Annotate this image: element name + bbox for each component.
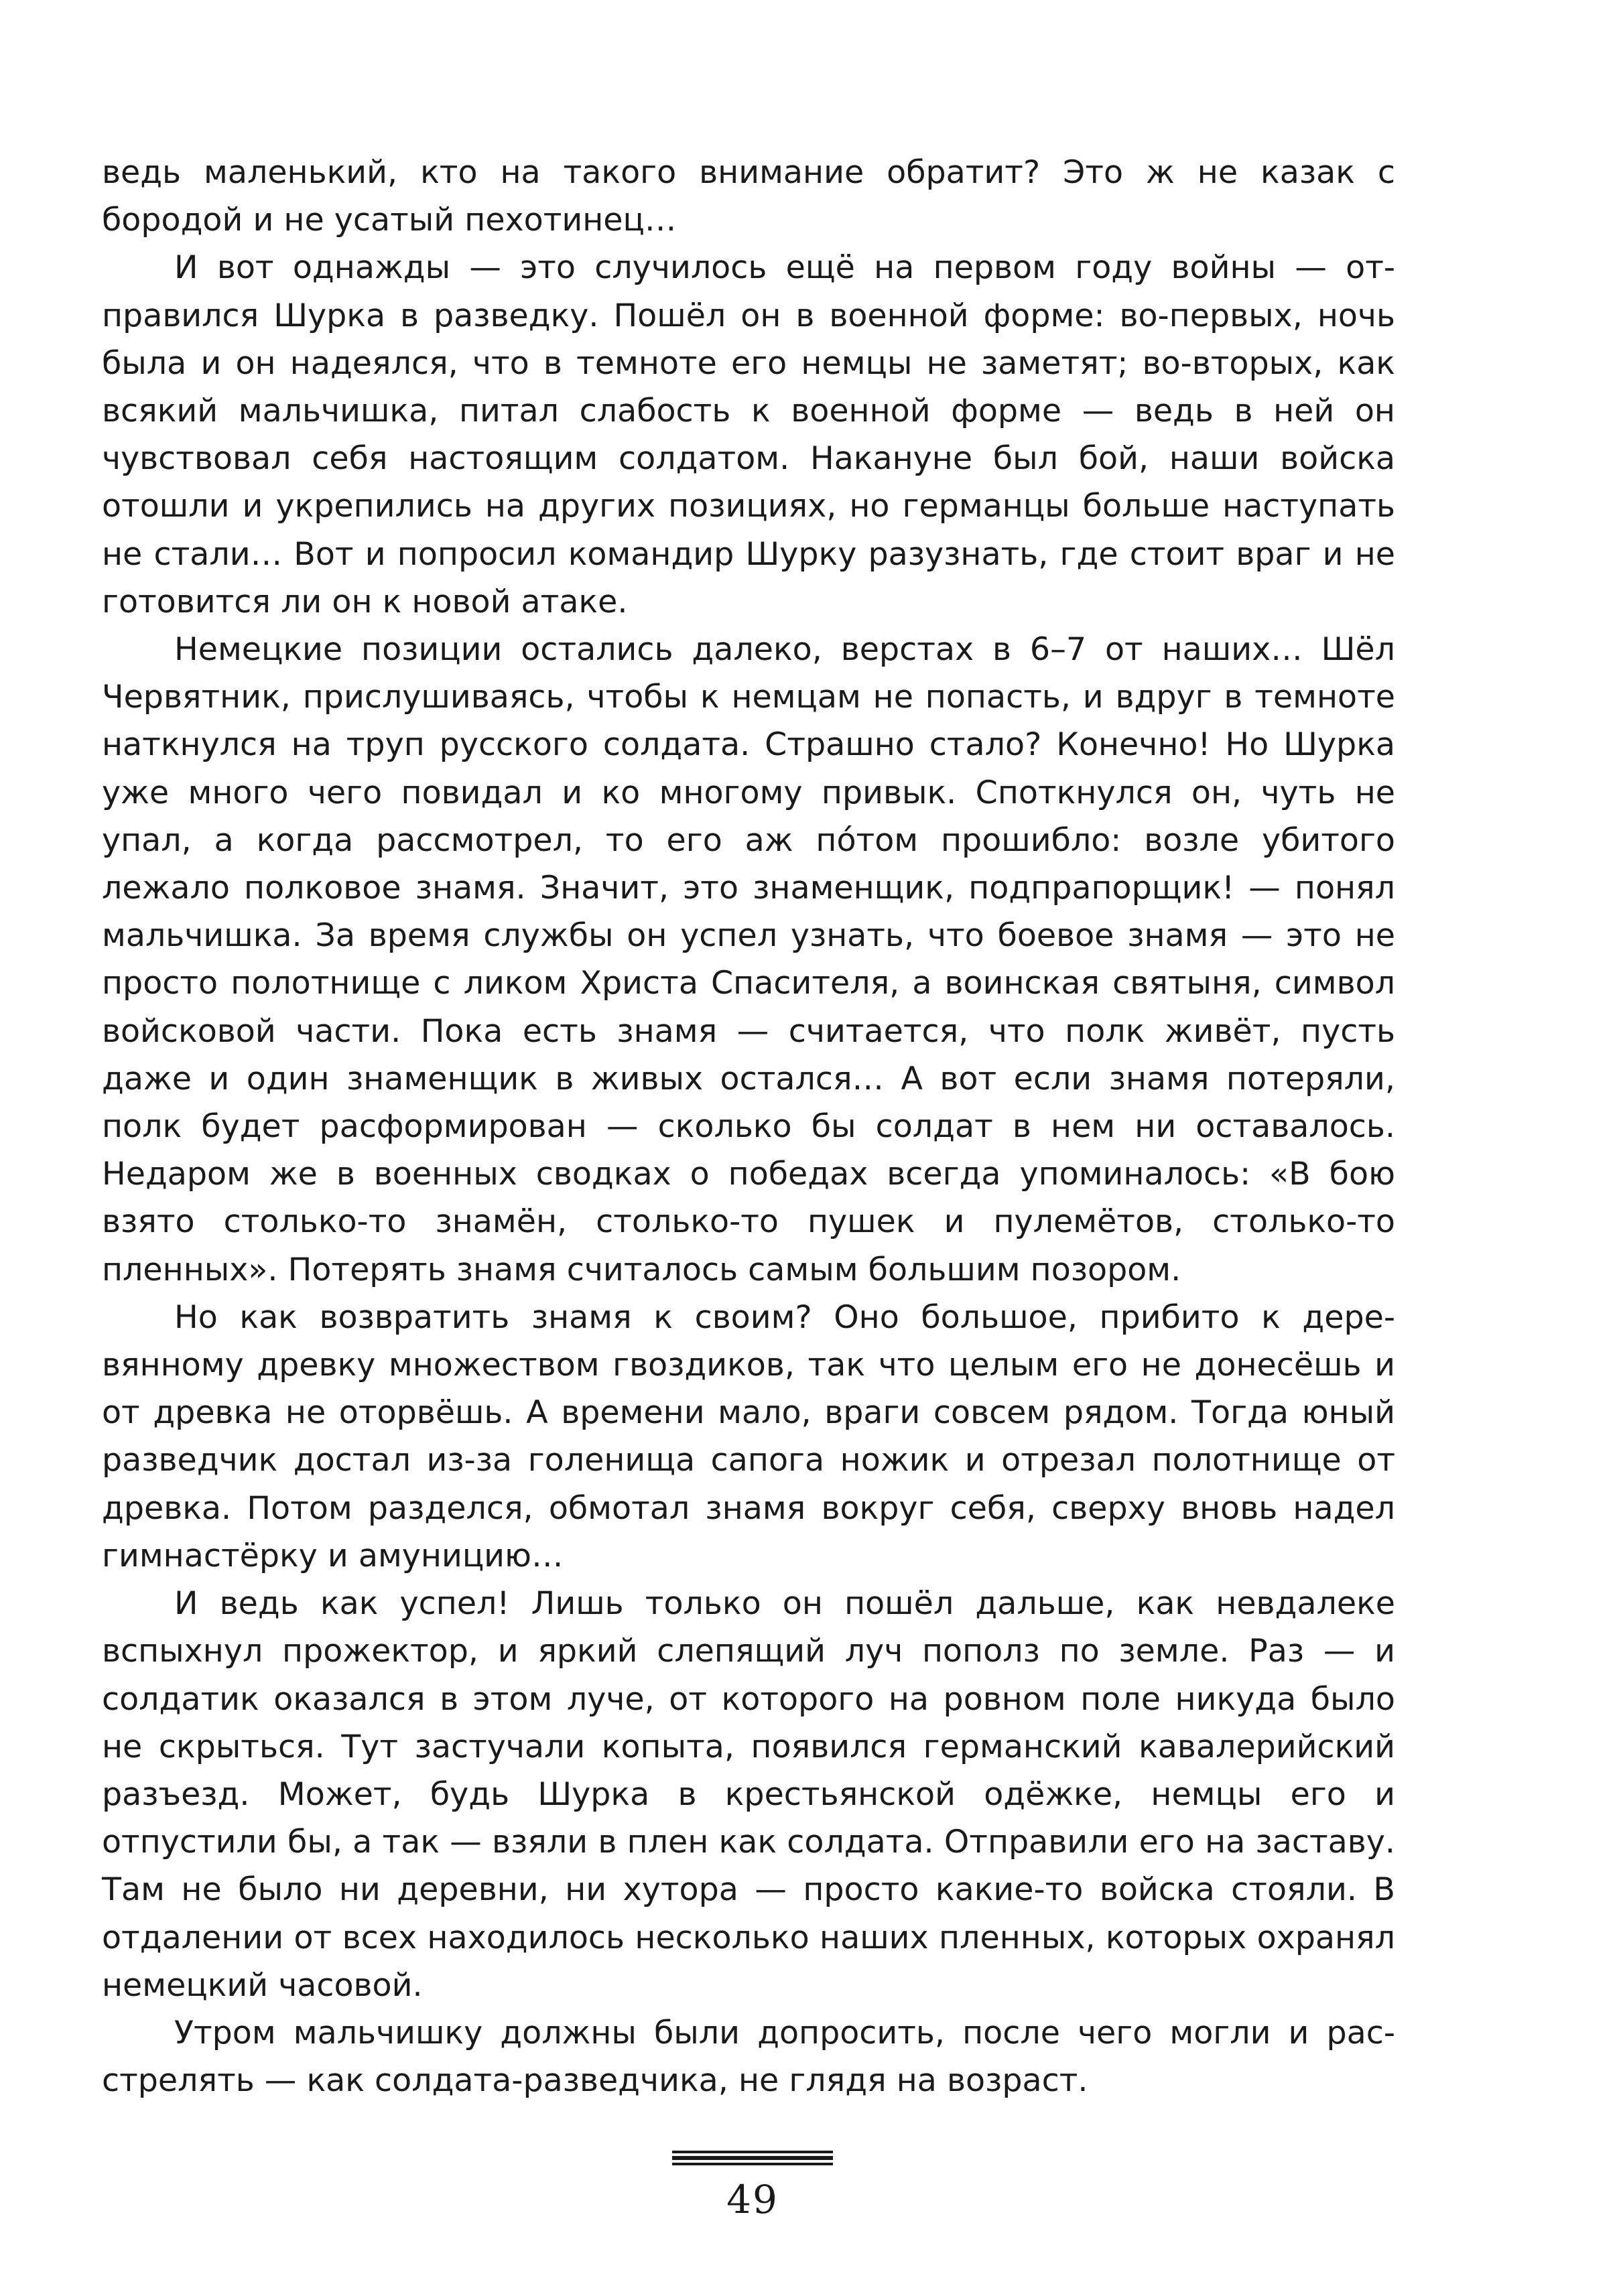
footer-rule-top <box>672 2151 833 2153</box>
footer-rule-middle <box>672 2156 833 2160</box>
paragraph-3: Немецкие позиции остались далеко, верстах в 6–7 от наших… Шёл Червятник, прислушиваясь, чтобы к немцам не попасть, и вдруг в темноте наткнулся на труп русского солдата. Страшно стало? Конечно! Но Шурка уже много чего повидал и ко многому привык. Споткнулся он, чуть не упал, а когда рассмотрел, то его аж пóтом прошибло: возле убитого лежало полковое знамя. Значит, это знаменщик, подпрапорщик! — понял мальчишка. За время службы он успел узнать, что боевое знамя — это не просто полотнище с ликом Христа Спасителя, а воинская святыня, символ войсковой части. Пока есть знамя — считается, что полк живёт, пусть даже и один знаменщик в живых остался… А вот если знамя потеряли, полк будет расформирован — сколько бы солдат в нем ни оставалось. Недаром же в военных сводках о победах всегда упоминалось: «В бою взято столько-то знамён, столько-то пушек и пулемётов, столько-то пленных». Потерять знамя считалось самым большим позором. <box>102 631 1395 1288</box>
paragraph-4: Но как возвратить знамя к своим? Оно большое, прибито к деревянному древку множеством гвоздиков, так что целым его не донесёшь и от древка не оторвёшь. А времени мало, враги совсем рядом. Тогда юный разведчик достал из-за голенища сапога ножик и отрезал полотнище от древка. Потом разделся, обмотал знамя вокруг себя, сверху вновь надел гимнастёрку и амуницию… <box>102 1298 1395 1574</box>
page-number: 49 <box>726 2177 779 2222</box>
paragraph-6: Утром мальчишку должны были допросить, после чего могли и расстрелять — как солдата-разведчика, не глядя на возраст. <box>102 2014 1395 2100</box>
body-text <box>102 149 1395 2104</box>
paragraph-2: И вот однажды — это случилось ещё на первом году войны — отправился Шурка в разведку. Пошёл он в военной форме: во-первых, ночь была и он надеялся, что в темноте его немцы не заметят; во-вторых, как всякий мальчишка, питал слабость к военной форме — ведь в ней он чувствовал себя настоящим солдатом. Накануне был бой, наши войска отошли и укрепились на других позициях, но германцы больше наступать не стали… Вот и попросил командир Шурку разузнать, где стоит враг и не готовится ли он к новой атаке. <box>102 249 1395 620</box>
footer-rule-bottom <box>672 2163 833 2165</box>
paragraph-1: ведь маленький, кто на такого внимание обратит? Это ж не казак с бородой и не усатый пехотинец… <box>102 154 1395 239</box>
paragraph-5: И ведь как успел! Лишь только он пошёл дальше, как невдалеке вспыхнул прожектор, и яркий слепящий луч пополз по земле. Раз — и солдатик оказался в этом луче, от которого на ровном поле никуда было не скрыться. Тут застучали копыта, появился германский кавалерийский разъезд. Может, будь Шурка в крестьянской одёжке, немцы его и отпустили бы, а так — взяли в плен как солдата. Отправили его на заставу. Там не было ни деревни, ни хутора — просто какие-то войска стояли. В отдалении от всех находилось несколько наших пленных, которых охранял немецкий часовой. <box>102 1585 1395 2004</box>
